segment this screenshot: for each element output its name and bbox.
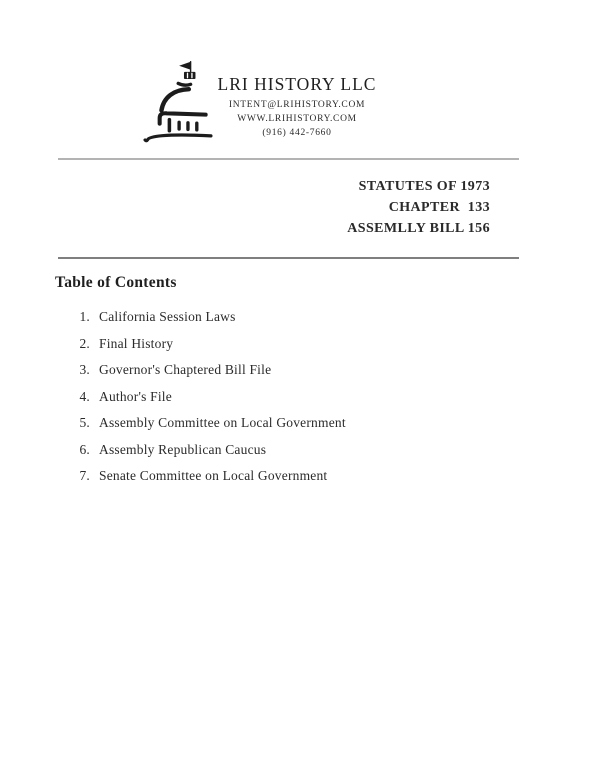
- toc-heading: Table of Contents: [55, 274, 177, 291]
- toc-item-number: 4.: [79, 388, 90, 404]
- case-reference-line: ASSEMLLY BILL 156: [347, 221, 490, 236]
- toc-item: [55, 442, 535, 458]
- toc-list: [55, 309, 535, 484]
- toc-item-number: 3.: [79, 362, 90, 377]
- capitol-dome-logo-icon: [140, 60, 220, 144]
- toc-item-number: 2.: [79, 335, 90, 351]
- toc-item: [55, 309, 535, 325]
- contact-block: [218, 98, 377, 140]
- company-name: LRI HISTORY LLC: [217, 74, 377, 94]
- toc-item-number: 5.: [79, 415, 90, 430]
- case-reference-line: STATUTES OF 1973: [358, 179, 490, 194]
- case-reference-block: [347, 176, 490, 239]
- toc-item-label: Senate Committee on Local Government: [99, 468, 328, 483]
- phone-text: (916) 442-7660: [262, 128, 332, 138]
- toc-item: [55, 389, 535, 405]
- toc-item: [55, 336, 535, 352]
- toc-item-number: 1.: [79, 309, 90, 324]
- toc-item-label: Governor's Chaptered Bill File: [99, 362, 272, 377]
- toc-item-number: 7.: [79, 468, 90, 483]
- email-text: INTENT@LRIHISTORY.COM: [228, 100, 366, 110]
- toc-item-label: Assembly Republican Caucus: [99, 441, 267, 457]
- toc-item: [55, 468, 535, 484]
- table-of-contents: [55, 274, 535, 495]
- letterhead: [218, 74, 377, 140]
- toc-item-number: 6.: [79, 441, 90, 457]
- toc-item: [55, 362, 535, 378]
- toc-item-label: Final History: [99, 335, 174, 351]
- toc-item: [55, 415, 535, 431]
- toc-item-label: Author's File: [99, 388, 172, 404]
- website-text: WWW.LRIHISTORY.COM: [237, 114, 357, 124]
- horizontal-rule-bottom: [58, 257, 519, 259]
- case-reference-line: CHAPTER 133: [388, 200, 490, 215]
- toc-item-label: Assembly Committee on Local Government: [99, 415, 346, 430]
- toc-item-label: California Session Laws: [99, 309, 236, 324]
- horizontal-rule-top: [58, 158, 519, 160]
